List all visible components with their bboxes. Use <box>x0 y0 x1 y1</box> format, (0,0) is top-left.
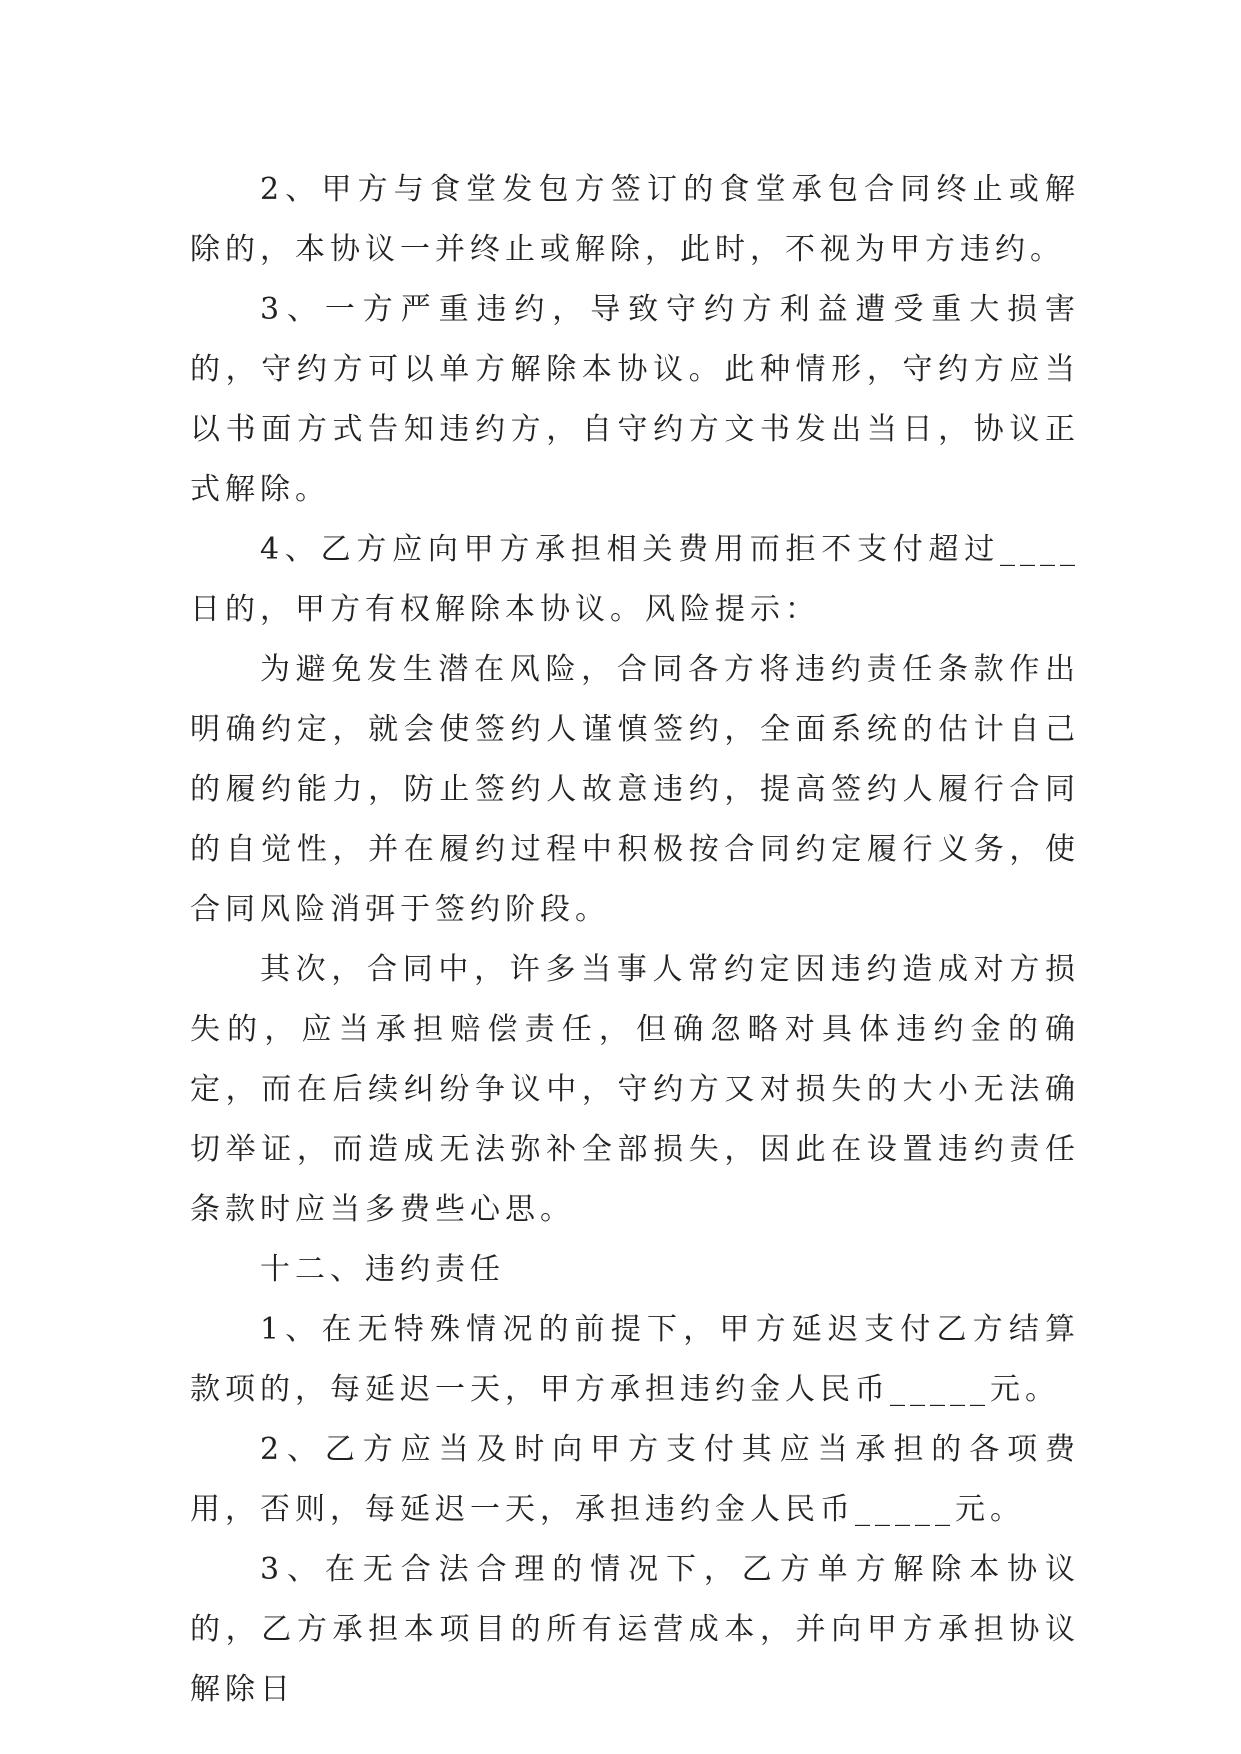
liability-clause-3: 3、在无合法合理的情况下，乙方单方解除本协议的，乙方承担本项目的所有运营成本，并向甲方承担协议解除日 <box>190 1552 1080 1707</box>
liability-clause-1: 1、在无特殊情况的前提下，甲方延迟支付乙方结算款项的，每延迟一天，甲方承担违约金人民币_____元。 <box>190 1312 1080 1407</box>
clause-2-termination: 2、甲方与食堂发包方签订的食堂承包合同终止或解除的，本协议一并终止或解除，此时，不视为甲方违约。 <box>190 172 1080 267</box>
section-heading-liability: 十二、违约责任 <box>260 1252 505 1287</box>
document-body <box>190 160 1080 1720</box>
clause-3-serious-breach: 3、一方严重违约，导致守约方利益遭受重大损害的，守约方可以单方解除本协议。此种情形，守约方应当以书面方式告知违约方，自守约方文书发出当日，协议正式解除。 <box>190 292 1080 507</box>
risk-note-paragraph-2: 其次，合同中，许多当事人常约定因违约造成对方损失的，应当承担赔偿责任，但确忽略对具体违约金的确定，而在后续纠纷争议中，守约方又对损失的大小无法确切举证，而造成无法弥补全部损失，因此在设置违约责任条款时应当多费些心思。 <box>190 952 1080 1227</box>
risk-note-paragraph-1: 为避免发生潜在风险，合同各方将违约责任条款作出明确约定，就会使签约人谨慎签约，全面系统的估计自己的履约能力，防止签约人故意违约，提高签约人履行合同的自觉性，并在履约过程中积极按合同约定履行义务，使合同风险消弭于签约阶段。 <box>190 652 1080 927</box>
liability-clause-2: 2、乙方应当及时向甲方支付其应当承担的各项费用，否则，每延迟一天，承担违约金人民币_____元。 <box>190 1432 1080 1527</box>
clause-4-nonpayment: 4、乙方应向甲方承担相关费用而拒不支付超过____日的，甲方有权解除本协议。风险提示： <box>190 532 1080 627</box>
